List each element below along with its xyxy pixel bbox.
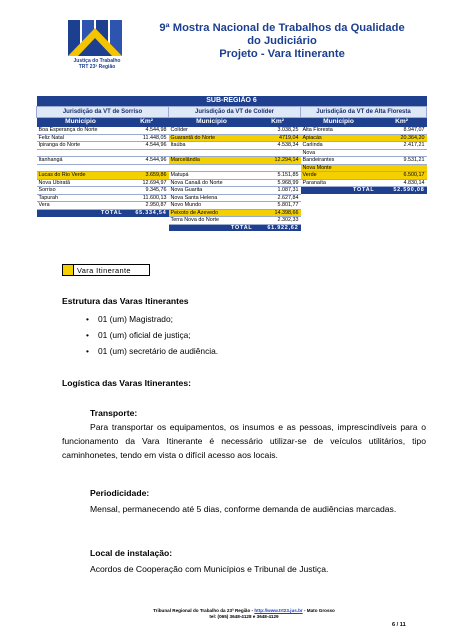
cell-municipio: Paranaíta — [301, 179, 377, 187]
cell-km: 5.801,77 — [255, 202, 301, 210]
cell-municipio: Nova Ubiratã — [37, 179, 125, 187]
empty-cell — [125, 224, 169, 231]
logo-caption: Justiça do Trabalho TRT 23ª Região — [73, 58, 121, 70]
list-item: • 01 (um) secretário de audiência. — [86, 346, 219, 356]
cell-km: 2.417,21 — [377, 142, 427, 150]
table-row — [37, 187, 427, 195]
cell-municipio — [169, 164, 255, 172]
cell-km: 6.500,17 — [377, 172, 427, 180]
cell-municipio: Nova Monte — [301, 164, 377, 172]
cell-km — [377, 149, 427, 157]
title-line-2: do Judiciário — [247, 35, 317, 47]
cell-municipio — [169, 149, 255, 157]
cell-municipio: Tapurah — [37, 194, 125, 202]
total-label: TOTAL — [37, 209, 125, 217]
legend-label: Vara Itinerante — [77, 265, 131, 275]
empty-cell — [37, 217, 125, 225]
periodicidade-title: Periodicidade: — [90, 488, 150, 498]
cell-km — [377, 164, 427, 172]
table-row — [37, 202, 427, 210]
title-line-3: Projeto - Vara Itinerante — [219, 48, 345, 60]
list-item: • 01 (um) Magistrado; — [86, 314, 173, 324]
page-title — [148, 22, 416, 61]
cell-municipio: Guarantã do Norte — [169, 134, 255, 142]
subregion-header: SUB-REGIÃO 6 — [37, 96, 427, 107]
table-row — [37, 224, 427, 231]
col-header-km: Km² — [255, 118, 301, 128]
section-logistica-title: Logística das Varas Itinerantes: — [62, 378, 191, 388]
cell-km: 8.947,07 — [377, 127, 427, 134]
cell-municipio: Nova Canaã do Norte — [169, 179, 255, 187]
empty-cell — [37, 224, 125, 231]
footer: Tribunal Regional do Trabalho da 23ª Região - http://www.trt23.jus.br - Mato Grosso tel: (065) 3648-4128 e 3648-4129 — [62, 608, 426, 620]
trt23-logo — [54, 18, 136, 70]
cell-km: 12.294,14 — [255, 157, 301, 165]
table-row — [37, 164, 427, 172]
cell-municipio: Nova — [301, 149, 377, 157]
legend — [62, 264, 150, 276]
empty-cell — [301, 217, 377, 225]
table-row — [37, 127, 427, 134]
table-row — [37, 157, 427, 165]
cell-municipio: Feliz Natal — [37, 134, 125, 142]
cell-km: 4.830,14 — [377, 179, 427, 187]
cell-km: 2.627,84 — [255, 194, 301, 202]
empty-cell — [377, 202, 427, 210]
cell-municipio — [37, 149, 125, 157]
col-header-municipio: Município — [301, 118, 377, 128]
table-row — [37, 194, 427, 202]
cell-km: 5.968,99 — [255, 179, 301, 187]
cell-municipio: Verde — [301, 172, 377, 180]
cell-km: 3.659,86 — [125, 172, 169, 180]
cell-km — [255, 164, 301, 172]
table-row — [37, 142, 427, 150]
cell-km: 14.398,66 — [255, 209, 301, 217]
table-row — [37, 179, 427, 187]
cell-km: 3.038,25 — [255, 127, 301, 134]
local-title: Local de instalação: — [90, 548, 173, 558]
total-label: TOTAL — [301, 187, 377, 195]
cell-municipio: Apiacás — [301, 134, 377, 142]
cell-municipio: Ipiranga do Norte — [37, 142, 125, 150]
cell-km: 4.544,96 — [125, 142, 169, 150]
table-row — [37, 134, 427, 142]
cell-km: 1.087,31 — [255, 187, 301, 195]
bullet-icon: • — [86, 330, 89, 340]
cell-municipio: Vera — [37, 202, 125, 210]
total-value: 65.334,54 — [125, 209, 169, 217]
footer-website-link[interactable]: http://www.trt23.jus.br — [254, 608, 303, 613]
footer-phone: tel: (065) 3648-4128 e 3648-4129 — [209, 614, 279, 619]
cell-municipio: Carlinda — [301, 142, 377, 150]
bullet-icon: • — [86, 314, 89, 324]
cell-km: 11.448,05 — [125, 134, 169, 142]
cell-municipio: Sorriso — [37, 187, 125, 195]
cell-municipio: Novo Mundo — [169, 202, 255, 210]
page-number: 6 / 11 — [392, 622, 406, 628]
cell-km: 9.345,76 — [125, 187, 169, 195]
cell-km: 2.950,87 — [125, 202, 169, 210]
cell-km: 9.531,21 — [377, 157, 427, 165]
cell-municipio: Colíder — [169, 127, 255, 134]
empty-cell — [301, 209, 377, 217]
empty-cell — [377, 224, 427, 231]
local-text: Acordos de Cooperação com Municípios e Tribunal de Justiça. — [90, 564, 329, 574]
cell-municipio: Bandeirantes — [301, 157, 377, 165]
list-item: • 01 (um) oficial de justiça; — [86, 330, 191, 340]
jurisdiction-alta-floresta: Jurisdição da VT de Alta Floresta — [301, 107, 427, 118]
cell-municipio: Alta Floresta — [301, 127, 377, 134]
cell-municipio: Itanhangá — [37, 157, 125, 165]
cell-municipio: Matupá — [169, 172, 255, 180]
empty-cell — [125, 217, 169, 225]
empty-cell — [301, 202, 377, 210]
jurisdiction-sorriso: Jurisdição da VT de Sorriso — [37, 107, 169, 118]
cell-km: 12.694,97 — [125, 179, 169, 187]
cell-km: 11.600,13 — [125, 194, 169, 202]
empty-cell — [301, 194, 377, 202]
table-row — [37, 209, 427, 217]
cell-km: 2.302,33 — [255, 217, 301, 225]
cell-municipio: Lucas do Rio Verde — [37, 172, 125, 180]
cell-km: 4719,04 — [255, 134, 301, 142]
cell-municipio: Peixoto de Azevedo — [169, 209, 255, 217]
cell-km — [125, 149, 169, 157]
table-row — [37, 172, 427, 180]
cell-km: 4.538,34 — [255, 142, 301, 150]
cell-km — [255, 149, 301, 157]
cell-municipio: Marcelândia — [169, 157, 255, 165]
title-line-1: 9ª Mostra Nacional de Trabalhos da Qualidade — [159, 22, 405, 34]
empty-cell — [377, 217, 427, 225]
col-header-km: Km² — [377, 118, 427, 128]
cell-municipio — [37, 164, 125, 172]
total-label: TOTAL — [169, 224, 255, 231]
section-estrutura-title: Estrutura das Varas Itinerantes — [62, 296, 189, 306]
cell-km — [125, 164, 169, 172]
empty-cell — [377, 194, 427, 202]
empty-cell — [301, 224, 377, 231]
transporte-title: Transporte: — [90, 408, 138, 418]
subregion-table — [36, 96, 427, 231]
cell-municipio: Nova Guarita — [169, 187, 255, 195]
jurisdiction-colider: Jurisdição da VT de Colíder — [169, 107, 301, 118]
empty-cell — [377, 209, 427, 217]
cell-km: 4.544,98 — [125, 127, 169, 134]
table-row — [37, 149, 427, 157]
legend-swatch — [63, 265, 74, 275]
periodicidade-text: Mensal, permanecendo até 5 dias, conforme demanda de audiências marcadas. — [90, 504, 397, 514]
transporte-text: Para transportar os equipamentos, os insumos e as pessoas, imprescindíveis para o funcionamento da Vara Itinerante é necessário utilizar-se de veículos utilitários, tipo caminhonetes, tendo em vista o difícil acesso aos locais. — [62, 422, 426, 460]
cell-km: 4.544,96 — [125, 157, 169, 165]
total-value: 52.590,08 — [377, 187, 427, 195]
col-header-km: Km² — [125, 118, 169, 128]
col-header-municipio: Município — [169, 118, 255, 128]
cell-municipio: Boa Esperança do Norte — [37, 127, 125, 134]
total-value: 61.922,62 — [255, 224, 301, 231]
cell-km: 20.364,20 — [377, 134, 427, 142]
cell-municipio: Terra Nova do Norte — [169, 217, 255, 225]
table-row — [37, 217, 427, 225]
bullet-icon: • — [86, 346, 89, 356]
cell-municipio: Itaúba — [169, 142, 255, 150]
trt-logo-emblem-icon — [54, 18, 136, 58]
col-header-municipio: Município — [37, 118, 125, 128]
cell-km: 5.151,85 — [255, 172, 301, 180]
cell-municipio: Nova Santa Helena — [169, 194, 255, 202]
